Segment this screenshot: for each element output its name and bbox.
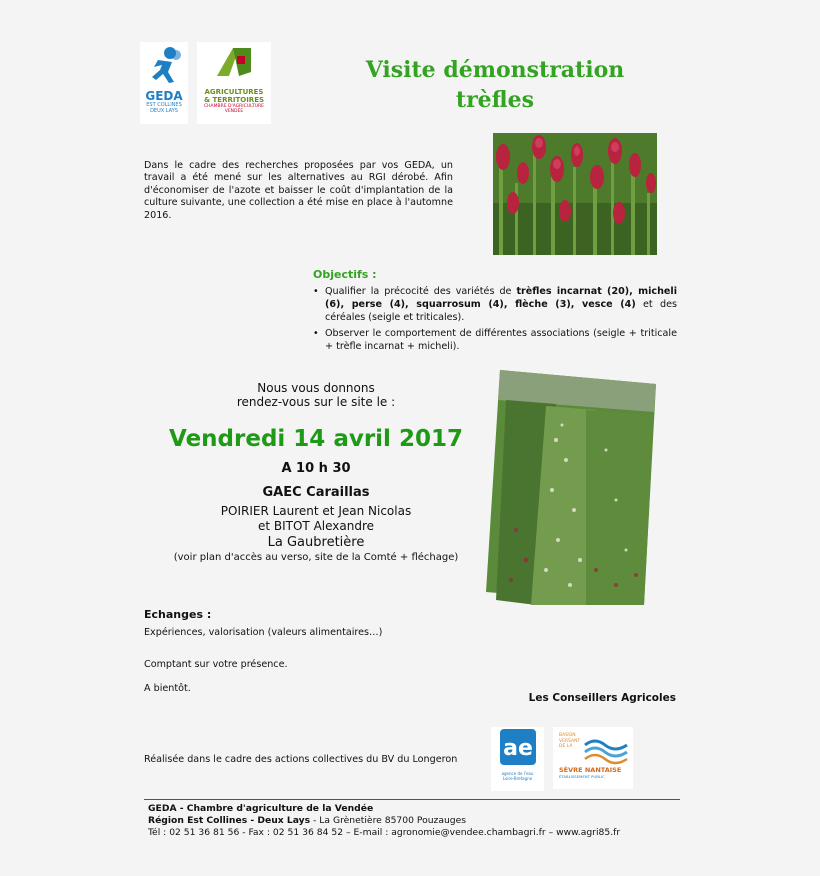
footer-divider [144,799,680,800]
agence-eau-emblem-icon [498,727,538,767]
host-names [140,504,492,534]
sevre-l1: BASSIN [559,733,576,738]
footer-region: Région Est Collines - Deux Lays [148,815,311,826]
agence-eau-sub1: agence de l'eau [501,771,534,776]
sevre-nantaise-logo [553,727,633,789]
footer-org: GEDA - Chambre d'agriculture de la Vendée [148,803,374,814]
agri-line2: & TERRITOIRES [203,96,265,104]
sevre-l3: DE LA [559,744,573,749]
list-item [313,285,677,324]
geda-sub: DEUX LAYS [150,108,178,114]
access-note: (voir plan d'accès au verso, site de la Comté + fléchage) [173,552,459,563]
farewell: A bientôt. [144,683,191,694]
agri-line3: CHAMBRE D'AGRICULTURE [204,104,264,109]
rdv-intro [140,381,492,409]
list-item: • Observer le comportement de différentes associations (seigle + triticale + trèfle incarnat + micheli). [313,327,677,353]
chambre-agriculture-logo [197,42,271,124]
objectif1-bold: trèfles incarnat (20), micheli (6), perse (4), squarrosum (4), flèche (3), vesce (4) [325,286,677,310]
geda-name: GEDA [145,89,183,103]
objectifs-list [313,285,677,356]
svg-text:ae: ae [502,736,533,761]
event-date: Vendredi 14 avril 2017 [169,426,463,452]
closing-line: Comptant sur votre présence. [144,659,288,670]
geda-logo [140,42,188,124]
objectifs-heading: Objectifs : [313,268,377,281]
rdv-line1: Nous vous donnons [257,381,375,395]
title-line1: Visite démonstration [365,57,625,83]
event-location: La Gaubretière [267,535,365,550]
title-line2: trèfles [455,87,535,113]
host-names-line1: POIRIER Laurent et Jean Nicolas [220,504,412,518]
echanges-text: Expériences, valorisation (valeurs alimentaires…) [144,627,383,638]
agri-line4: VENDÉE [224,109,244,114]
footer-contact: Tél : 02 51 36 81 56 - Fax : 02 51 36 84 52 – E-mail : agronomie@vendee.chambagri.fr – www.agri85.fr [148,827,621,838]
page-title [300,55,690,115]
sevre-sub: ÉTABLISSEMENT PUBLIC [559,774,605,779]
clover-field-photo [486,370,656,605]
agence-eau-logo [491,727,544,791]
river-waves-icon [583,735,629,765]
sevre-l2: VERSANT [559,738,581,744]
funding-note: Réalisée dans le cadre des actions collectives du BV du Longeron [144,754,458,765]
footer-address: - La Grènetière 85700 Pouzauges [310,815,467,826]
intro-paragraph: Dans le cadre des recherches proposées par vos GEDA, un travail a été mené sur les alternatives au RGI dérobé. Afin d'économiser de l'azote et baisser le coût d'implantation de la culture suivante, une collection a été mise en place à l'automne 2016. [144,160,453,221]
agri-emblem-icon [209,42,259,82]
sevre-name: SÈVRE NANTAISE [559,766,622,774]
clover-flowers-photo [493,133,657,255]
objectif1-pre: Qualifier la précocité des variétés de [325,286,517,297]
footer [148,803,620,839]
event-time: A 10 h 30 [281,461,351,476]
rdv-line2: rendez-vous sur le site le : [236,395,396,409]
host-names-line2: et BITOT Alexandre [257,519,375,533]
echanges-heading: Echanges : [144,608,212,621]
agri-line1: AGRICULTURES [204,88,264,96]
runner-icon [144,46,184,86]
agence-eau-sub2: Loire-Bretagne [502,776,533,781]
farm-name: GAEC Caraillas [262,485,370,500]
sevre-top-text [559,733,580,750]
geda-sub: EST COLLINES [146,102,182,108]
objectif1-post: et des céréales (seigle et triticales). [325,299,677,323]
signature: Les Conseillers Agricoles [528,692,676,704]
